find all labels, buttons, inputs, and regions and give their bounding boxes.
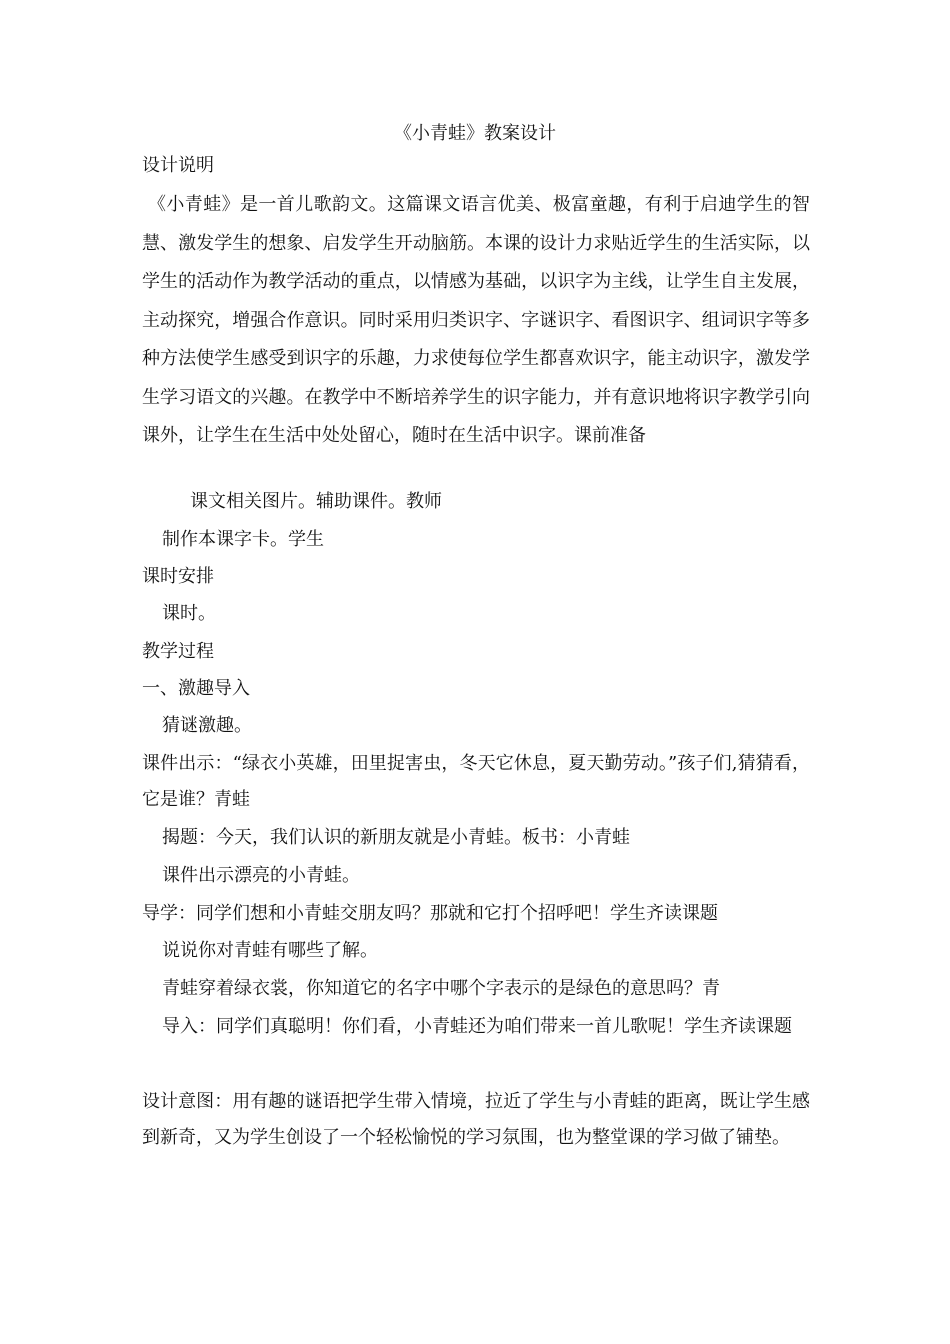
step1-guide: 导学：同学们想和小青蛙交朋友吗？那就和它打个招呼吧！学生齐读课题 <box>142 903 718 924</box>
document-title: 《小青蛙》教案设计 <box>394 123 556 144</box>
section-heading-design-notes: 设计说明 <box>142 155 214 176</box>
step1-title: 一、激趣导入 <box>142 678 250 699</box>
step1-riddle-intro: 猜谜激趣。 <box>162 715 252 736</box>
step1-show-frog: 课件出示漂亮的小青蛙。 <box>162 865 360 886</box>
section-heading-process: 教学过程 <box>142 641 214 662</box>
schedule-text: 课时。 <box>162 603 216 624</box>
step1-reveal-topic: 揭题：今天，我们认识的新朋友就是小青蛙。板书：小青蛙 <box>162 827 630 848</box>
step1-discuss: 说说你对青蛙有哪些了解。 <box>162 940 378 961</box>
design-intent-paragraph: 设计意图：用有趣的谜语把学生带入情境，拉近了学生与小青蛙的距离，既让学生感到新奇，又为学生创设了一个轻松愉悦的学习氛围，也为整堂课的学习做了铺垫。 <box>142 1091 810 1148</box>
step1-courseware-riddle: 课件出示：“绿衣小英雄，田里捉害虫，冬天它休息，夏天勤劳动。”孩子们,猜猜看，它是谁？青蛙 <box>142 753 810 810</box>
prep-student-line: 制作本课字卡。学生 <box>162 529 324 550</box>
design-notes-paragraph: 《小青蛙》是一首儿歌韵文。这篇课文语言优美、极富童趣，有利于启迪学生的智慧、激发学生的想象、启发学生开动脑筋。本课的设计力求贴近学生的生活实际，以学生的活动作为教学活动的重点，以情感为基础，以识字为主线，让学生自主发展，主动探究，增强合作意识。同时采用归类识字、字谜识字、看图识字、组词识字等多种方法使学生感受到识字的乐趣，力求使每位学生都喜欢识字，能主动识字，激发学生学习语文的兴趣。在教学中不断培养学生的识字能力，并有意识地将识字教学引向课外，让学生在生活中处处留心，随时在生活中识字。课前准备 <box>142 194 810 446</box>
prep-teacher-line: 课文相关图片。辅助课件。教师 <box>190 491 442 512</box>
step1-introduce-song: 导入：同学们真聪明！你们看，小青蛙还为咱们带来一首儿歌呢！学生齐读课题 <box>162 1016 792 1037</box>
section-heading-schedule: 课时安排 <box>142 566 214 587</box>
step1-green-question: 青蛙穿着绿衣裳，你知道它的名字中哪个字表示的是绿色的意思吗？青 <box>162 978 720 999</box>
